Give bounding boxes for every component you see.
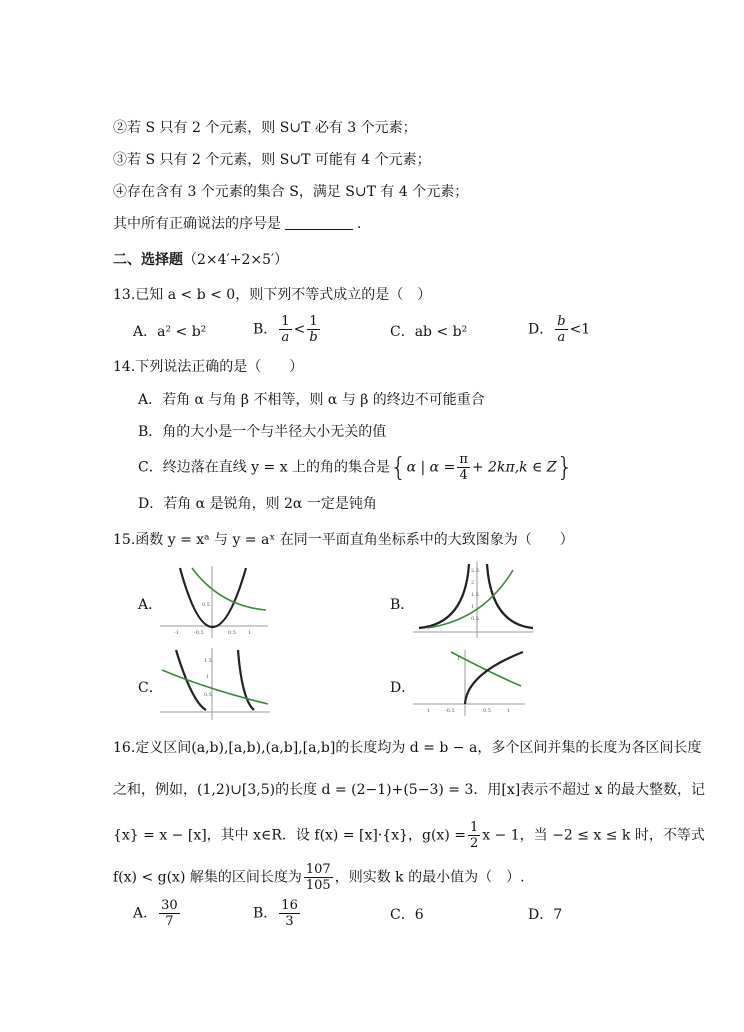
q14-c-text: C．终边落在直线 y = x 上的角的集合是 [138, 459, 391, 476]
q16-line-4-a: f(x) < g(x) 解集的区间长度为 [113, 869, 302, 886]
q14-c-frac [457, 452, 470, 483]
section-heading [113, 250, 288, 270]
q16-option-b[interactable] [253, 898, 302, 929]
statement-4: ④存在含有 3 个元素的集合 S，满足 S∪T 有 4 个元素； [113, 184, 469, 200]
frac-num: 1 [307, 314, 319, 330]
tick-label: 0.5 [483, 708, 491, 714]
q16-length-frac [304, 862, 333, 893]
tick-label: 1 [427, 708, 431, 714]
q13-stem: 13.已知 a < b < 0，则下列不等式成立的是（ ） [113, 287, 432, 303]
frac-den: a [557, 330, 566, 345]
q16-option-c[interactable]: C．6 [390, 907, 424, 923]
frac-num: 30 [161, 898, 178, 913]
tick-label: 1 [507, 708, 511, 714]
q15-option-c-label[interactable]: C． [138, 680, 163, 696]
q13-option-c[interactable]: C．ab < b² [390, 324, 468, 340]
q13-option-d[interactable] [528, 314, 590, 345]
tick-label: 2.5 [471, 568, 479, 574]
q16-b-frac [279, 898, 300, 929]
q15-option-b-label[interactable]: B． [390, 597, 415, 613]
q13-d-frac [555, 314, 567, 345]
tick-label: 1 [457, 656, 461, 662]
q14-option-c[interactable] [138, 452, 573, 483]
frac-den: 4 [459, 468, 468, 483]
q13-b-frac-left [279, 314, 291, 345]
tick-label: 0.5 [228, 630, 236, 636]
tick-label: 1 [248, 630, 252, 636]
answer-blank[interactable] [285, 215, 353, 230]
frac-den: 3 [285, 914, 294, 929]
q16-line-3 [113, 820, 705, 851]
tick-label: 1.5 [204, 658, 212, 664]
q14-option-d[interactable]: D．若角 α 是锐角，则 2α 一定是钝角 [138, 496, 377, 512]
tick-label: 0.5 [471, 616, 479, 622]
frac-den: 105 [305, 878, 331, 893]
tick-label: -0.5 [194, 630, 204, 636]
tick-label: -0.5 [445, 708, 455, 714]
right-brace: } [556, 452, 574, 483]
section-title: 二、选择题 [113, 252, 183, 268]
frac-den: 7 [165, 914, 174, 929]
frac-num: π [459, 452, 468, 467]
q15-graph-c[interactable] [160, 648, 270, 720]
left-brace: { [390, 452, 407, 483]
q16-line-1: 16.定义区间(a,b),[a,b),(a,b],[a,b]的长度均为 d = b − a，多个区间并集的长度为各区间长度 [113, 740, 702, 756]
q15-stem: 15.函数 y = xᵃ 与 y = aˣ 在同一平面直角坐标系中的大致图象为（ ） [113, 532, 574, 548]
statement-2: ②若 S 只有 2 个元素，则 S∪T 必有 3 个元素； [113, 120, 417, 136]
q15-option-d-label[interactable]: D． [390, 680, 416, 696]
frac-num: b [557, 314, 566, 329]
q16-b-label: B． [253, 905, 278, 922]
frac-num: 1 [281, 314, 290, 329]
q15-graph-b[interactable] [413, 562, 533, 638]
frac-den: 2 [469, 836, 479, 851]
q14-stem: 14.下列说法正确的是（ ） [113, 359, 304, 375]
frac-num: 16 [281, 898, 298, 913]
q16-option-a[interactable] [133, 898, 182, 929]
tick-label: 1 [471, 604, 475, 610]
statement-3: ③若 S 只有 2 个元素，则 S∪T 可能有 4 个元素； [113, 152, 431, 168]
frac-num: 107 [305, 862, 331, 877]
q13-option-a[interactable]: A．a² < b² [133, 324, 207, 340]
q14-option-a[interactable]: A．若角 α 与角 β 不相等，则 α 与 β 的终边不可能重合 [138, 392, 485, 408]
q16-line-2: 之和，例如，(1,2)∪[3,5)的长度 d = (2−1)+(5−3) = 3．用[x]表示不超过 x 的最大整数，记 [113, 782, 705, 798]
q14-c-set-left: α | α = [406, 459, 456, 476]
q13-option-b[interactable] [253, 314, 322, 345]
q16-line-4-b: ，则实数 k 的最小值为（ ）. [334, 869, 525, 886]
section-score: （2×4′+2×5′） [183, 252, 289, 268]
q16-half-frac [468, 820, 480, 851]
answer-period: . [357, 216, 362, 232]
tick-label: 1 [206, 674, 210, 680]
q13-b-frac-right [307, 314, 319, 345]
frac-den: a [281, 330, 290, 345]
q13-d-lt: <1 [569, 321, 591, 338]
q15-option-a-label[interactable]: A． [138, 597, 163, 613]
q13-d-label: D． [528, 321, 554, 338]
q16-line-3-a: {x} = x − [x]，其中 x∈R．设 f(x) = [x]·{x}，g(x) = [113, 827, 466, 844]
frac-den: b [309, 330, 318, 345]
q13-b-lt: < [293, 321, 306, 338]
answer-prompt: 其中所有正确说法的序号是 [113, 216, 281, 232]
q16-line-3-b: x − 1，当 −2 ≤ x ≤ k 时，不等式 [482, 827, 705, 844]
q16-a-label: A． [133, 905, 158, 922]
q15-graph-d[interactable] [413, 650, 525, 716]
frac-num: 1 [469, 820, 479, 835]
q16-line-4 [113, 862, 525, 893]
q14-option-b[interactable]: B．角的大小是一个与半径大小无关的值 [138, 424, 387, 440]
tick-label: 2 [471, 580, 475, 586]
q15-graph-a[interactable] [160, 566, 268, 638]
tick-label: 1.5 [471, 592, 479, 598]
tick-label: -1 [174, 630, 179, 636]
answer-line [113, 214, 361, 234]
q14-c-set-right: + 2kπ,k ∈ Z [471, 459, 557, 476]
q16-option-d[interactable]: D．7 [528, 907, 563, 923]
tick-label: 0.5 [202, 602, 210, 608]
q13-b-label: B． [253, 321, 278, 338]
tick-label: 0.5 [204, 692, 212, 698]
q16-a-frac [159, 898, 180, 929]
